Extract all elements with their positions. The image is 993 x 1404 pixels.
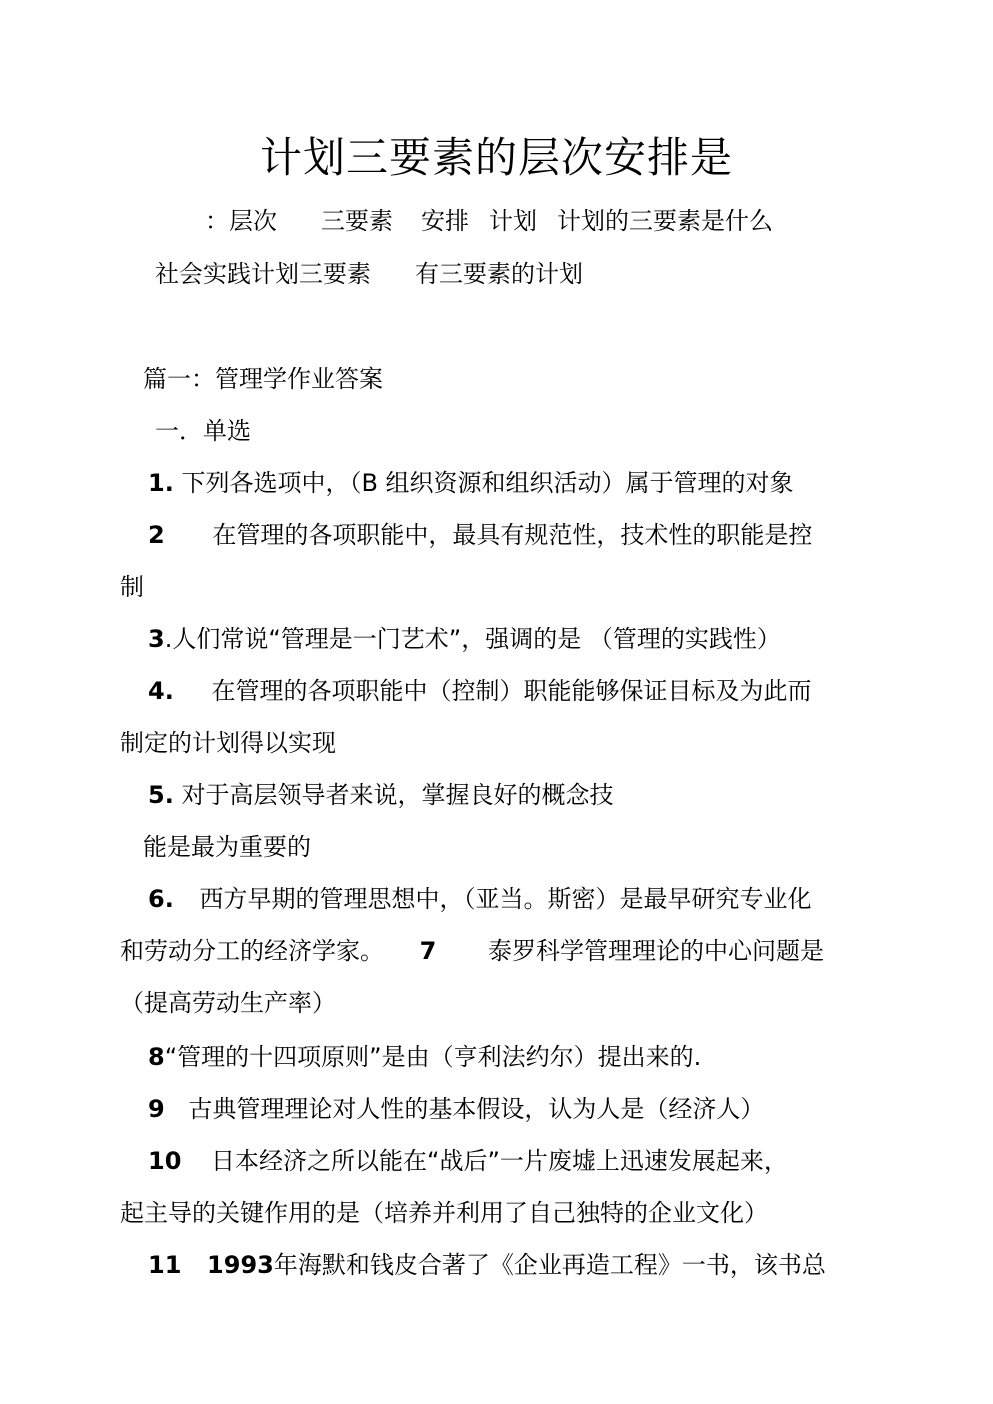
- document-title: 计划三要素的层次安排是: [259, 133, 733, 182]
- keyword: 计划: [489, 207, 537, 235]
- question-line: [148, 518, 908, 552]
- question-line-continuation: 能是最为重要的: [143, 833, 311, 861]
- question-text: 对于高层领导者来说，掌握良好的概念技: [181, 781, 614, 809]
- keyword-row: [205, 203, 773, 239]
- question-text: 和劳动分工的经济学家。: [120, 937, 384, 965]
- question-text: 年海默和钱皮合著了《企业再造工程》一书，该书总: [273, 1251, 826, 1279]
- question-number: 11: [148, 1251, 182, 1279]
- section-heading: 篇一：管理学作业答案: [143, 365, 383, 393]
- question-number: 8: [148, 1043, 165, 1071]
- question-text: 在管理的各项职能中（控制）职能能够保证目标及为此而: [211, 677, 812, 705]
- question-text: 西方早期的管理思想中，（亚当。斯密）是最早研究专业化: [199, 885, 812, 913]
- keyword-row: [155, 256, 583, 292]
- question-line: [148, 466, 908, 500]
- question-year: 1993: [207, 1251, 274, 1279]
- keyword: 安排: [421, 207, 469, 235]
- question-number: 2: [148, 521, 165, 549]
- question-line-continuation: 制: [120, 573, 144, 601]
- question-line: [148, 1040, 908, 1074]
- question-line: [148, 778, 908, 812]
- keyword: ：层次: [205, 207, 277, 235]
- subsection-heading: 一．单选: [155, 417, 251, 445]
- question-line: [120, 934, 880, 968]
- question-text: 泰罗科学管理理论的中心问题是: [487, 937, 824, 965]
- question-line-continuation: （提高劳动生产率）: [120, 989, 336, 1017]
- question-number: 10: [148, 1147, 182, 1175]
- keyword: 三要素: [321, 207, 393, 235]
- question-line: [148, 1248, 908, 1282]
- question-line: [148, 1144, 908, 1178]
- keyword: 有三要素的计划: [415, 260, 583, 288]
- question-text: 日本经济之所以能在“战后”一片废墟上迅速发展起来，: [211, 1147, 788, 1175]
- keyword: 计划的三要素是什么: [557, 207, 773, 235]
- question-text: “管理的十四项原则”是由（亨利法约尔）提出来的.: [164, 1043, 702, 1071]
- question-number: 3: [148, 625, 165, 653]
- question-text: .人们常说“管理是一门艺术”，强调的是 （管理的实践性）: [164, 625, 781, 653]
- keyword: 社会实践计划三要素: [155, 260, 371, 288]
- question-number: 7: [419, 937, 437, 965]
- question-line: [148, 882, 908, 916]
- question-text: 下列各选项中，（B 组织资源和组织活动）属于管理的对象: [181, 469, 794, 497]
- question-number: 6.: [148, 885, 174, 913]
- question-line: [148, 1092, 908, 1126]
- question-text: 古典管理理论对人性的基本假设，认为人是（经济人）: [188, 1095, 765, 1123]
- question-line-continuation: 起主导的关键作用的是（培养并利用了自己独特的企业文化）: [120, 1199, 768, 1227]
- question-line: [148, 622, 908, 656]
- question-number: 5.: [148, 781, 174, 809]
- question-number: 4.: [148, 677, 174, 705]
- question-line-continuation: 制定的计划得以实现: [120, 729, 336, 757]
- question-number: 9: [148, 1095, 165, 1123]
- question-number: 1.: [148, 469, 174, 497]
- question-line: [148, 674, 908, 708]
- question-text: 在管理的各项职能中，最具有规范性，技术性的职能是控: [212, 521, 813, 549]
